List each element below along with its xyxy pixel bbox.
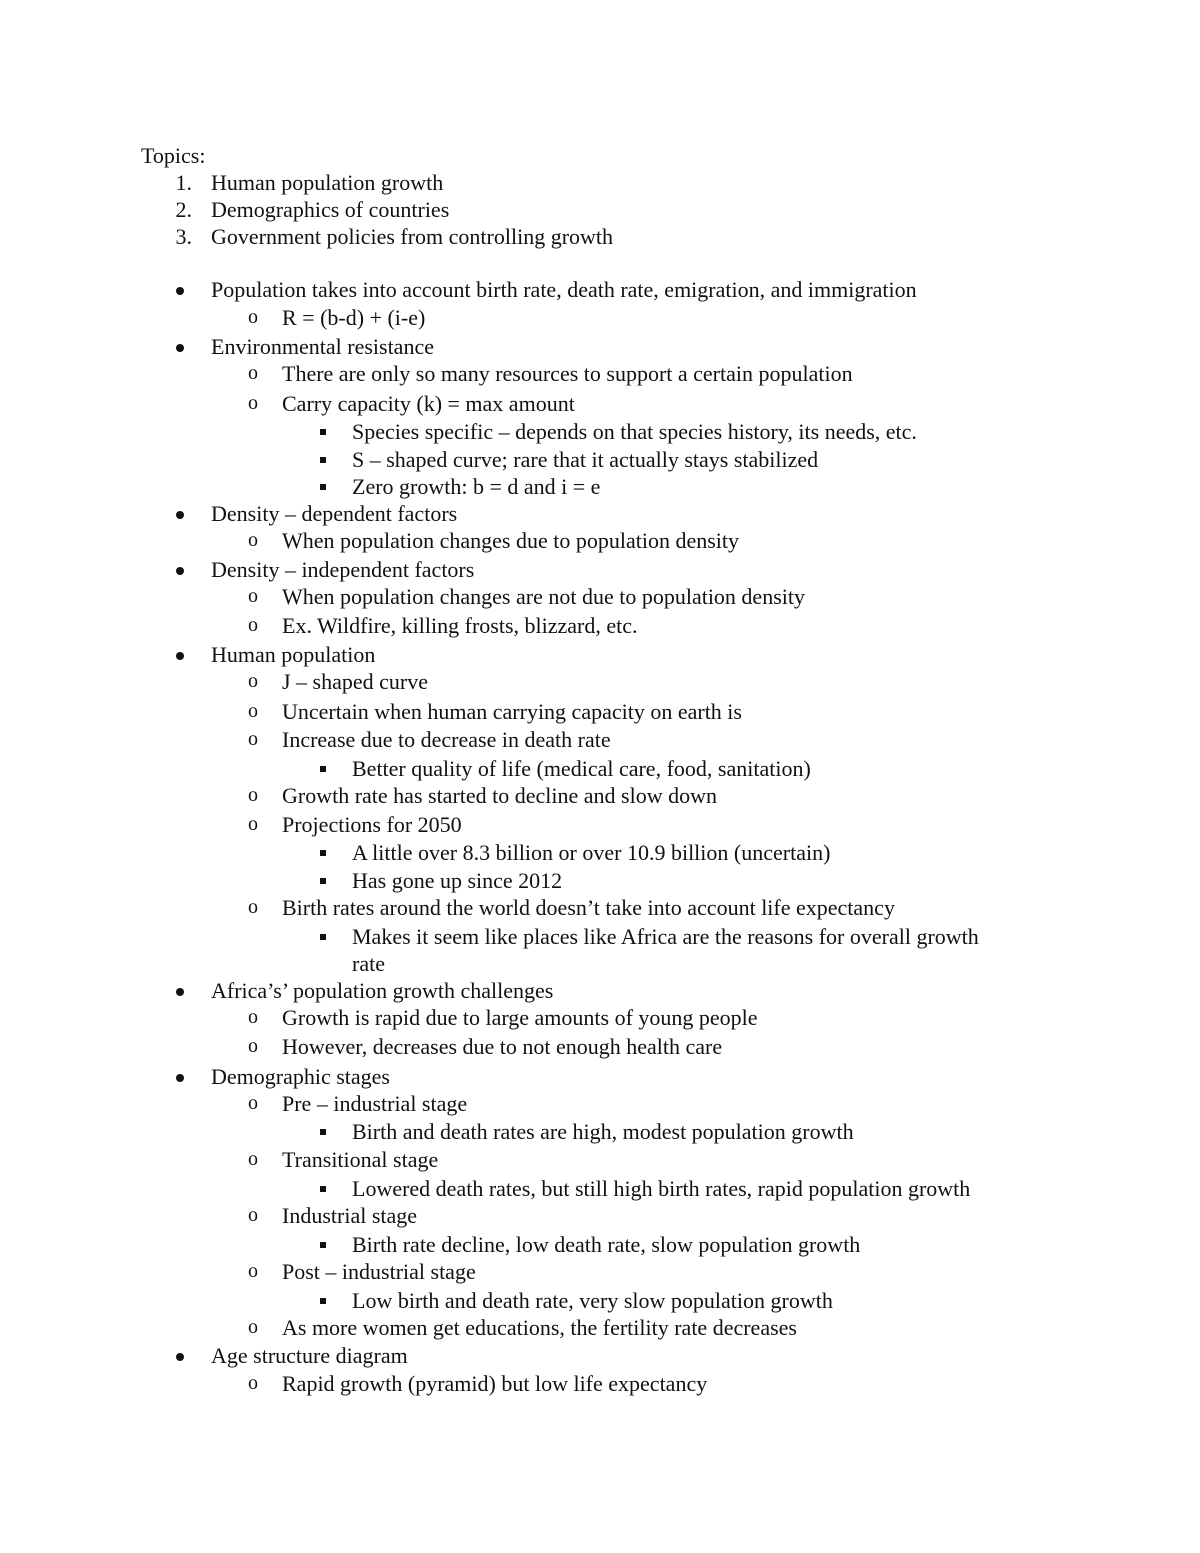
bullet-dot-icon: [176, 511, 184, 519]
list-item-level-3: Zero growth: b = d and i = e: [352, 474, 601, 499]
list-item-level-1: Density – independent factors: [211, 557, 475, 582]
list-item-level-2: Ex. Wildfire, killing frosts, blizzard, etc.: [282, 613, 638, 638]
list-item-level-2: When population changes due to population density: [282, 528, 740, 553]
list-item-level-2: Uncertain when human carrying capacity on earth is: [282, 699, 742, 724]
list-item-level-3: S – shaped curve; rare that it actually stays stabilized: [352, 447, 819, 472]
bullet-circle-icon: o: [248, 670, 258, 692]
list-item-level-2: As more women get educations, the fertility rate decreases: [282, 1315, 797, 1340]
list-item-level-2: Projections for 2050: [282, 812, 462, 837]
heading-topics: Topics:: [141, 143, 206, 168]
list-item-level-2: Increase due to decrease in death rate: [282, 727, 611, 752]
bullet-circle-icon: o: [248, 1092, 258, 1114]
bullet-dot-icon: [176, 567, 184, 575]
bullet-dot-icon: [176, 287, 184, 295]
topic-item: Government policies from controlling growth: [211, 224, 614, 249]
list-item-level-3: Birth rate decline, low death rate, slow population growth: [352, 1232, 861, 1257]
bullet-square-icon: [320, 1242, 326, 1248]
bullet-circle-icon: o: [248, 700, 258, 722]
bullet-square-icon: [320, 1298, 326, 1304]
topic-item: Human population growth: [211, 170, 444, 195]
bullet-square-icon: [320, 878, 326, 884]
list-item-level-1: Africa’s’ population growth challenges: [211, 978, 554, 1003]
bullet-circle-icon: o: [248, 529, 258, 551]
list-item-level-3: Better quality of life (medical care, food, sanitation): [352, 756, 811, 781]
list-item-level-3: Makes it seem like places like Africa are the reasons for overall growth: [352, 924, 979, 949]
list-item-level-2: Post – industrial stage: [282, 1259, 476, 1284]
topic-item: Demographics of countries: [211, 197, 450, 222]
bullet-dot-icon: [176, 988, 184, 996]
list-item-level-2: Industrial stage: [282, 1203, 418, 1228]
list-item-level-1: Age structure diagram: [211, 1343, 408, 1368]
list-item-level-1: Human population: [211, 642, 376, 667]
bullet-circle-icon: o: [248, 306, 258, 328]
bullet-circle-icon: o: [248, 1035, 258, 1057]
list-item-level-2: Growth rate has started to decline and slow down: [282, 783, 717, 808]
list-item-level-2: However, decreases due to not enough health care: [282, 1034, 723, 1059]
bullet-square-icon: [320, 1186, 326, 1192]
list-item-level-2: R = (b-d) + (i-e): [282, 305, 426, 330]
topic-number: 2.: [175, 197, 192, 222]
list-item-level-3: Low birth and death rate, very slow population growth: [352, 1288, 833, 1313]
list-item-level-2: There are only so many resources to support a certain population: [282, 361, 853, 386]
bullet-circle-icon: o: [248, 728, 258, 750]
bullet-dot-icon: [176, 652, 184, 660]
bullet-circle-icon: o: [248, 896, 258, 918]
bullet-dot-icon: [176, 344, 184, 352]
bullet-square-icon: [320, 766, 326, 772]
bullet-square-icon: [320, 850, 326, 856]
list-item-level-2: Transitional stage: [282, 1147, 439, 1172]
bullet-circle-icon: o: [248, 813, 258, 835]
bullet-dot-icon: [176, 1074, 184, 1082]
bullet-circle-icon: o: [248, 1260, 258, 1282]
list-item-level-1: Demographic stages: [211, 1064, 390, 1089]
list-item-level-2: Birth rates around the world doesn’t take into account life expectancy: [282, 895, 895, 920]
bullet-square-icon: [320, 457, 326, 463]
list-item-level-1: Population takes into account birth rate, death rate, emigration, and immigration: [211, 277, 917, 302]
list-item-level-3: Species specific – depends on that species history, its needs, etc.: [352, 419, 917, 444]
list-item-level-3: Has gone up since 2012: [352, 868, 563, 893]
bullet-circle-icon: o: [248, 1006, 258, 1028]
bullet-square-icon: [320, 429, 326, 435]
list-item-level-3: A little over 8.3 billion or over 10.9 billion (uncertain): [352, 840, 831, 865]
list-item-level-2: Pre – industrial stage: [282, 1091, 468, 1116]
bullet-circle-icon: o: [248, 614, 258, 636]
bullet-square-icon: [320, 484, 326, 490]
bullet-square-icon: [320, 1129, 326, 1135]
list-item-level-2: J – shaped curve: [282, 669, 429, 694]
list-item-level-2: Growth is rapid due to large amounts of young people: [282, 1005, 758, 1030]
topic-number: 3.: [175, 224, 192, 249]
list-item-level-1: Density – dependent factors: [211, 501, 458, 526]
bullet-circle-icon: o: [248, 1204, 258, 1226]
bullet-circle-icon: o: [248, 1316, 258, 1338]
bullet-circle-icon: o: [248, 362, 258, 384]
topic-number: 1.: [175, 170, 192, 195]
bullet-circle-icon: o: [248, 392, 258, 414]
bullet-circle-icon: o: [248, 585, 258, 607]
list-item-continuation: rate: [352, 951, 385, 976]
bullet-circle-icon: o: [248, 1372, 258, 1394]
list-item-level-2: Rapid growth (pyramid) but low life expectancy: [282, 1371, 708, 1396]
list-item-level-3: Lowered death rates, but still high birth rates, rapid population growth: [352, 1176, 971, 1201]
list-item-level-2: Carry capacity (k) = max amount: [282, 391, 575, 416]
list-item-level-1: Environmental resistance: [211, 334, 434, 359]
bullet-square-icon: [320, 934, 326, 940]
list-item-level-3: Birth and death rates are high, modest population growth: [352, 1119, 854, 1144]
bullet-circle-icon: o: [248, 784, 258, 806]
bullet-dot-icon: [176, 1353, 184, 1361]
list-item-level-2: When population changes are not due to population density: [282, 584, 805, 609]
bullet-circle-icon: o: [248, 1148, 258, 1170]
